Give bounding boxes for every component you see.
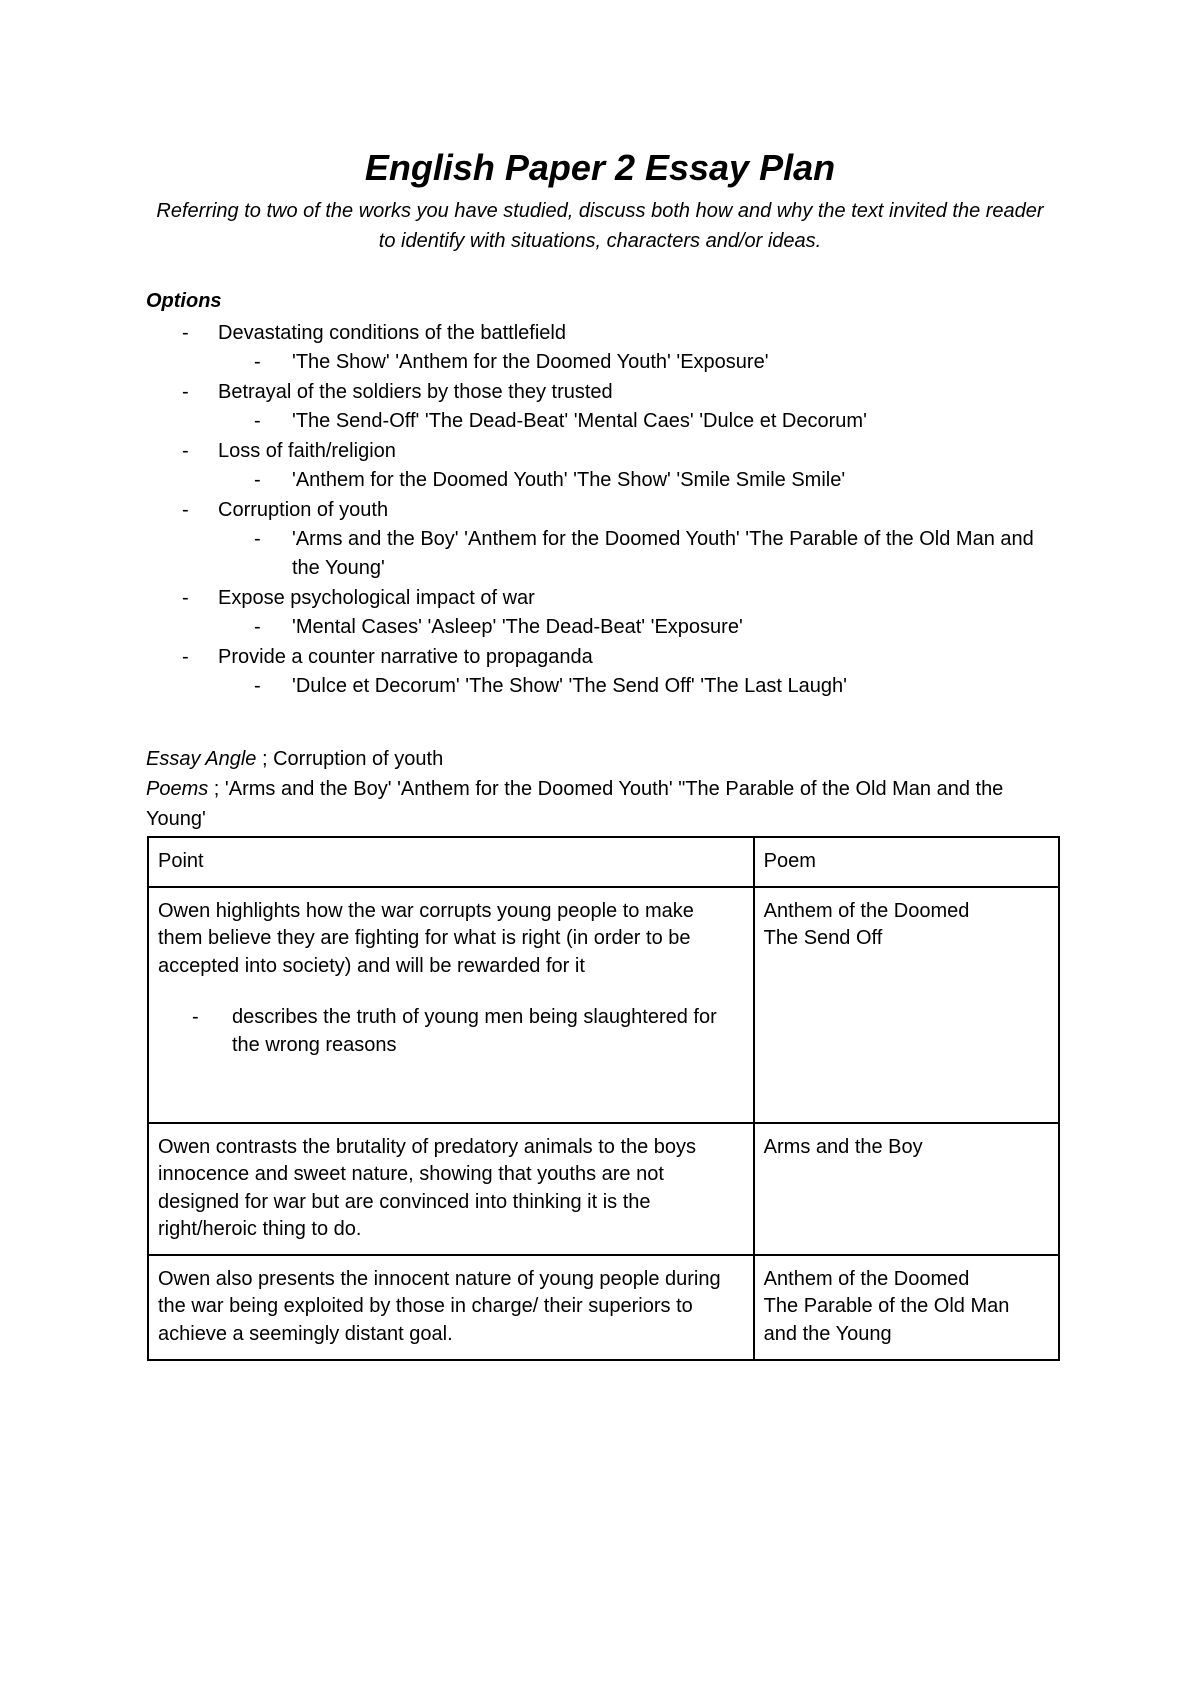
bullet-dash: - bbox=[182, 322, 189, 344]
poem-name: Anthem of the Doomed bbox=[763, 899, 970, 922]
bullet-dash: - bbox=[254, 351, 261, 373]
option-item bbox=[146, 583, 1066, 613]
essay-angle-line bbox=[146, 744, 1066, 774]
option-label: Expose psychological impact of war bbox=[218, 587, 535, 609]
essay-angle-label: Essay Angle bbox=[146, 748, 257, 770]
option-poems-text: 'The Send-Off' 'The Dead-Beat' 'Mental Caes' 'Dulce et Decorum' bbox=[292, 410, 867, 432]
option-label: Devastating conditions of the battlefield bbox=[218, 322, 566, 344]
point-cell bbox=[148, 887, 754, 1123]
poem-cell bbox=[754, 1123, 1059, 1255]
poem-cell bbox=[754, 887, 1059, 1123]
option-poems bbox=[146, 407, 1066, 436]
poem-name: Arms and the Boy bbox=[763, 1135, 923, 1158]
option-item bbox=[146, 642, 1066, 672]
option-label: Betrayal of the soldiers by those they trusted bbox=[218, 381, 613, 403]
option-label: Loss of faith/religion bbox=[218, 440, 396, 462]
bullet-dash: - bbox=[182, 381, 189, 403]
sub-point bbox=[158, 1004, 743, 1059]
essay-prompt: Referring to two of the works you have studied, discuss both how and why the text invited the reader to identify with situations, characters and/or ideas. bbox=[156, 200, 1044, 252]
option-poems-text: 'Dulce et Decorum' 'The Show' 'The Send Off' 'The Last Laugh' bbox=[292, 675, 847, 697]
option-poems bbox=[146, 672, 1066, 701]
bullet-dash: - bbox=[182, 587, 189, 609]
option-item bbox=[146, 377, 1066, 407]
sub-point-text: describes the truth of young men being slaughtered for the wrong reasons bbox=[232, 1006, 717, 1056]
page-title: English Paper 2 Essay Plan bbox=[364, 147, 836, 188]
point-text: Owen contrasts the brutality of predatory animals to the boys innocence and sweet nature, showing that youths are not designed for war but are convinced into thinking it is the right/heroic thing to do. bbox=[158, 1135, 697, 1240]
option-label: Corruption of youth bbox=[218, 499, 389, 521]
bullet-dash: - bbox=[254, 528, 261, 550]
poems-value: ; 'Arms and the Boy' 'Anthem for the Doomed Youth' "The Parable of the Old Man and the Young' bbox=[146, 778, 1004, 830]
table-row bbox=[148, 1123, 1059, 1255]
bullet-dash: - bbox=[192, 1006, 199, 1028]
table-header-row bbox=[148, 837, 1059, 887]
option-item bbox=[146, 436, 1066, 466]
point-text: Owen also presents the innocent nature of young people during the war being exploited by those in charge/ their superiors to achieve a seemingly distant goal. bbox=[158, 1267, 721, 1345]
option-item bbox=[146, 495, 1066, 525]
bullet-dash: - bbox=[182, 440, 189, 462]
bullet-dash: - bbox=[182, 646, 189, 668]
table-row bbox=[148, 1255, 1059, 1360]
poems-label: Poems bbox=[146, 778, 209, 800]
header-poem: Poem bbox=[754, 837, 1059, 887]
essay-angle-value: ; Corruption of youth bbox=[256, 748, 444, 770]
options-heading: Options bbox=[146, 290, 222, 312]
poems-line bbox=[146, 774, 1066, 834]
option-poems bbox=[146, 466, 1066, 495]
bullet-dash: - bbox=[254, 675, 261, 697]
header-point: Point bbox=[148, 837, 754, 887]
option-poems-text: 'Arms and the Boy' 'Anthem for the Doomed Youth' 'The Parable of the Old Man and the Young' bbox=[292, 528, 1034, 579]
poem-name: The Parable of the Old Man and the Young bbox=[763, 1295, 1010, 1345]
bullet-dash: - bbox=[254, 410, 261, 432]
poem-name: The Send Off bbox=[763, 927, 883, 949]
essay-plan-table bbox=[147, 836, 1060, 1361]
option-poems bbox=[146, 613, 1066, 642]
option-poems bbox=[146, 348, 1066, 377]
options-list bbox=[146, 318, 1066, 701]
option-label: Provide a counter narrative to propaganda bbox=[218, 646, 593, 668]
bullet-dash: - bbox=[254, 616, 261, 638]
poem-cell bbox=[754, 1255, 1059, 1360]
option-poems-text: 'Mental Cases' 'Asleep' 'The Dead-Beat' 'Exposure' bbox=[292, 616, 743, 638]
poem-name: Anthem of the Doomed bbox=[763, 1267, 970, 1290]
point-cell bbox=[148, 1255, 754, 1360]
option-poems-text: 'The Show' 'Anthem for the Doomed Youth' 'Exposure' bbox=[292, 351, 769, 373]
table-row bbox=[148, 887, 1059, 1123]
bullet-dash: - bbox=[182, 499, 189, 521]
option-poems-text: 'Anthem for the Doomed Youth' 'The Show' 'Smile Smile Smile' bbox=[292, 469, 846, 491]
option-poems bbox=[146, 525, 1066, 583]
option-item bbox=[146, 318, 1066, 348]
point-cell bbox=[148, 1123, 754, 1255]
point-text: Owen highlights how the war corrupts young people to make them believe they are fighting for what is right (in order to be accepted into society) and will be rewarded for it bbox=[158, 899, 694, 977]
bullet-dash: - bbox=[254, 469, 261, 491]
essay-angle-block bbox=[146, 744, 1066, 834]
